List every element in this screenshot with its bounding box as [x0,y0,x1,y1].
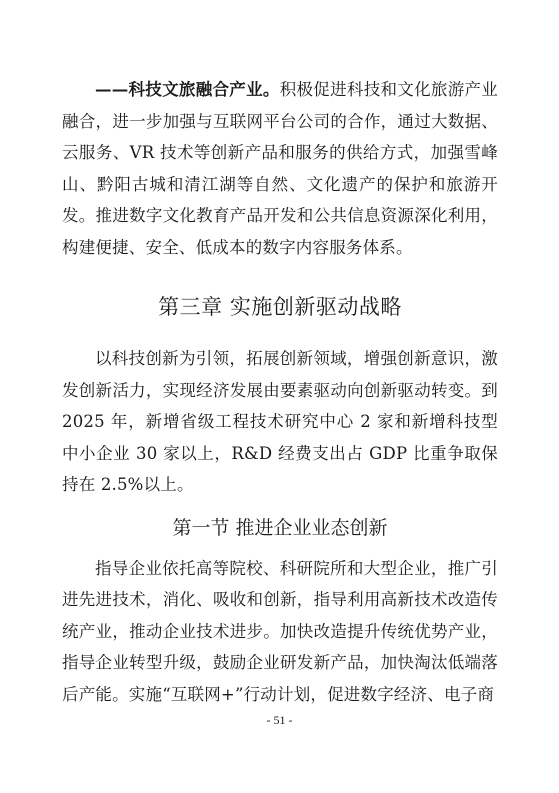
document-body [62,74,498,710]
section-title: 第一节 推进企业业态创新 [172,516,388,539]
paragraph-lead-heading: ——科技文旅融合产业。 [95,80,280,99]
paragraph-innovation-strategy: 以科技创新为引领，拓展创新领域，增强创新意识，激发创新活力，实现经济发展由要素驱动向创新驱动转变。到 2025 年，新增省级工程技术研究中心 2 家和新增科技型中小企业 30 家以上，R&D 经费支出占 GDP 比重争取保持在 2.5%以上。 [62,349,498,494]
paragraph-text: 积极促进科技和文化旅游产业融合，进一步加强与互联网平台公司的合作，通过大数据、云服务、VR 技术等创新产品和服务的供给方式，加强雪峰山、黔阳古城和清江湖等自然、文化遗产的保护和旅游开发。推进数字文化教育产品开发和公共信息资源深化利用，构建便捷、安全、低成本的数字内容服务体系。 [62,80,498,257]
page-number: - 51 - [266,713,293,727]
paragraph-tech-culture-tourism [62,74,498,263]
chapter-title: 第三章 实施创新驱动战略 [158,295,402,319]
paragraph-enterprise-innovation: 指导企业依托高等院校、科研院所和大型企业，推广引进先进技术，消化、吸收和创新，指导利用高新技术改造传统产业，推动企业技术进步。加快改造提升传统优势产业，指导企业转型升级，鼓励企业研发新产品，加快淘汰低端落后产能。实施“互联网+”行动计划，促进数字经济、电子商 [62,558,498,704]
